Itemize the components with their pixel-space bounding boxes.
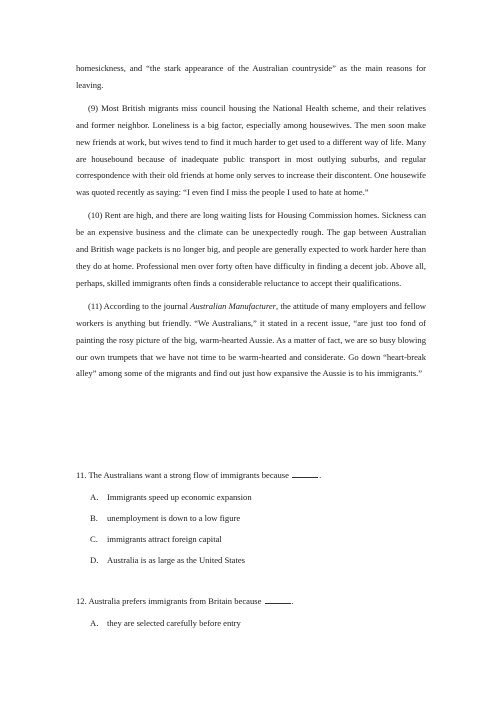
- option-text: Australia is as large as the United States: [107, 555, 246, 565]
- question-stem: [76, 467, 426, 483]
- answer-blank: [265, 595, 291, 604]
- option-text: unemployment is down to a low figure: [107, 513, 241, 523]
- answer-blank: [292, 469, 318, 478]
- answer-options: [76, 615, 426, 631]
- paragraph-11-text-after: , the attitude of many employers and fellow workers is anything but friendly. “We Australians,” it stated in a recent issue, “are just too fond of painting the rosy picture of the big, warm-hearted Aussie. As a matter of fact, we are so busy blowing our own trumpets that we have not time to be warm-hearted and considerate. Go down “heart-break alley” among some of the migrants and find out just how expansive the Aussie is to his immigrants.”: [76, 300, 426, 379]
- option-text: Immigrants speed up economic expansion: [107, 492, 252, 502]
- option-letter: A.: [90, 492, 99, 502]
- option-a[interactable]: [90, 489, 426, 505]
- option-d[interactable]: [90, 552, 426, 568]
- option-a[interactable]: [90, 615, 426, 631]
- option-letter: A.: [90, 618, 99, 628]
- option-letter: B.: [90, 513, 98, 523]
- passage-paragraph-11: [76, 298, 426, 383]
- question-stem-end: .: [291, 596, 294, 606]
- question-number: 12.: [76, 596, 87, 606]
- passage-paragraph-continued: homesickness, and “the stark appearance of the Australian countryside” as the main reasons for leaving.: [76, 63, 426, 90]
- question-number: 11.: [76, 470, 87, 480]
- option-letter: D.: [90, 555, 99, 565]
- reading-passage: [76, 60, 426, 388]
- question-11: [76, 467, 426, 568]
- passage-paragraph-9: (9) Most British migrants miss council housing the National Health scheme, and their relatives and former neighbor. Loneliness is a big factor, especially among housewives. The men soon make new friends at work, but wives tend to find it much harder to get used to a different way of life. Many are housebound because of inadequate public transport in most outlying suburbs, and regular correspondence with their old friends at home only serves to increase their discontent. One housewife was quoted recently as saying: “I even find I miss the people I used to hate at home.”: [76, 102, 426, 198]
- paragraph-11-text-before: (11) According to the journal: [88, 300, 191, 311]
- question-12: [76, 593, 426, 631]
- question-stem-end: .: [319, 470, 322, 480]
- option-text: immigrants attract foreign capital: [107, 534, 222, 544]
- journal-title: Australian Manufacturer: [190, 300, 277, 311]
- passage-paragraph-10: (10) Rent are high, and there are long waiting lists for Housing Commission homes. Sickness can be an expensive business and the climate can be unexpectedly rough. The gap between Australian and British wage packets is no longer big, and people are generally expected to work harder here than they do at home. Professional men over forty often have difficulty in finding a decent job. Above all, perhaps, skilled immigrants often finds a considerable reluctance to accept their qualifications.: [76, 210, 426, 288]
- option-letter: C.: [90, 534, 98, 544]
- question-stem-text: Australia prefers immigrants from Britain because: [88, 596, 262, 606]
- option-c[interactable]: [90, 531, 426, 547]
- question-stem: [76, 593, 426, 609]
- option-text: they are selected carefully before entry: [107, 618, 241, 628]
- question-stem-text: The Australians want a strong flow of immigrants because: [88, 470, 289, 480]
- option-b[interactable]: [90, 510, 426, 526]
- answer-options: [76, 489, 426, 568]
- question-list: [76, 467, 426, 636]
